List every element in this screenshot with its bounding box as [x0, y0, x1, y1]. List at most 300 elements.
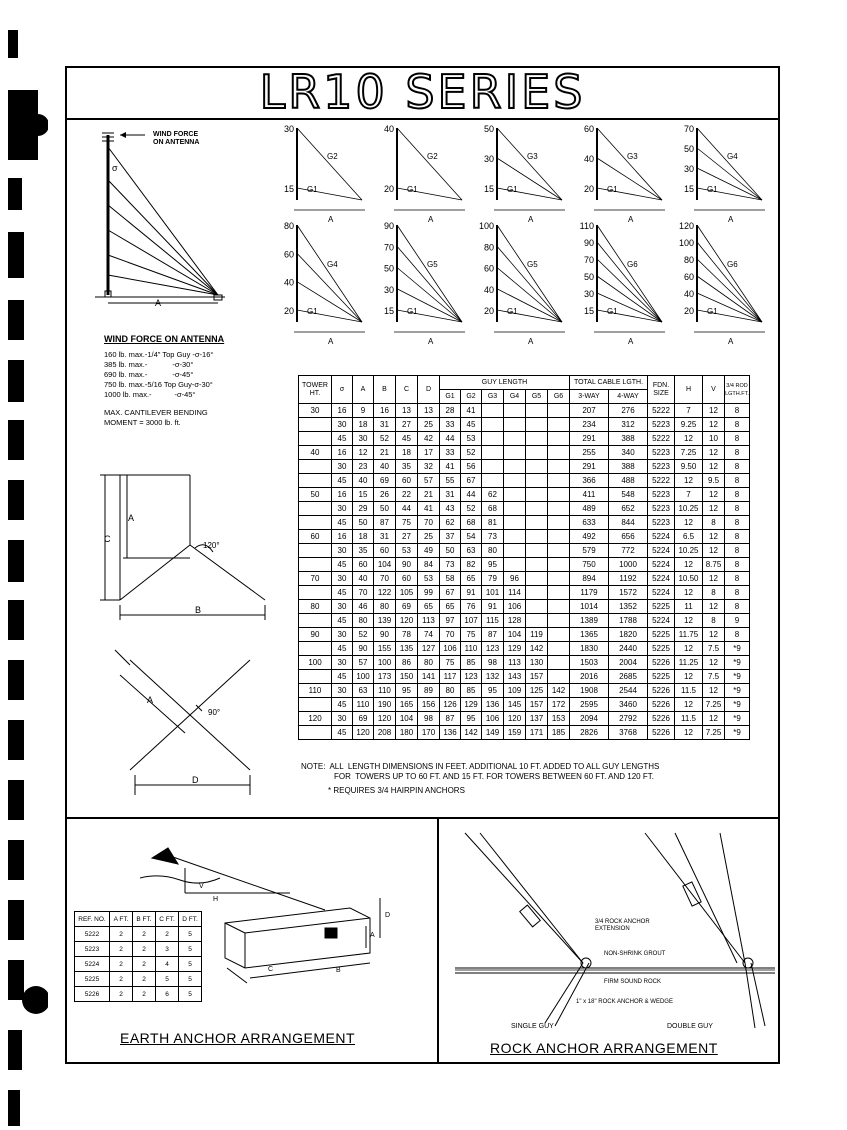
guy-mini-chart	[577, 125, 677, 225]
table-cell: 234	[570, 418, 609, 432]
table-cell: 95	[461, 712, 482, 726]
table-cell: 22	[396, 488, 418, 502]
table-cell: 42	[418, 432, 440, 446]
table-cell	[548, 614, 570, 628]
table-cell: 411	[570, 488, 609, 502]
ref-header-cell: B FT.	[133, 912, 156, 927]
table-cell	[548, 572, 570, 586]
col-g1: G1	[440, 390, 461, 404]
table-cell: 45	[332, 698, 353, 712]
table-cell: 1000	[609, 558, 648, 572]
table-cell: 8	[725, 530, 750, 544]
table-cell	[548, 432, 570, 446]
table-cell: 90	[396, 558, 418, 572]
table-cell: 1192	[609, 572, 648, 586]
table-cell: 1352	[609, 600, 648, 614]
table-cell: 45	[332, 586, 353, 600]
height-tick-label: 110	[579, 222, 594, 231]
table-cell: 18	[353, 530, 374, 544]
table-cell: 1014	[570, 600, 609, 614]
guy-mini-chart	[477, 222, 577, 347]
table-cell: 18	[396, 446, 418, 460]
table-cell: 126	[440, 698, 461, 712]
table-cell	[548, 530, 570, 544]
table-cell: 366	[570, 474, 609, 488]
table-cell: 159	[504, 726, 526, 740]
table-cell: 5223	[648, 516, 675, 530]
table-row	[299, 656, 750, 670]
plan-a-label: A	[128, 513, 135, 523]
table-cell: 37	[440, 530, 461, 544]
table-cell: 30	[332, 572, 353, 586]
table-cell	[526, 418, 548, 432]
table-cell: 119	[526, 628, 548, 642]
table-row	[299, 726, 750, 740]
table-cell	[526, 530, 548, 544]
a-label: A	[728, 337, 734, 346]
table-cell: 7	[675, 404, 703, 418]
table-cell: 143	[504, 670, 526, 684]
table-cell: 157	[526, 698, 548, 712]
ref-cell: 5	[179, 942, 202, 957]
col-g4: G4	[504, 390, 526, 404]
table-cell: 90	[353, 642, 374, 656]
rock-anchor-caption: ROCK ANCHOR ARRANGEMENT	[490, 1040, 718, 1056]
table-cell	[548, 488, 570, 502]
table-cell: 11.75	[675, 628, 703, 642]
table-cell: 844	[609, 516, 648, 530]
table-cell	[526, 432, 548, 446]
table-cell	[548, 460, 570, 474]
table-cell: 8	[725, 432, 750, 446]
table-cell: 5225	[648, 600, 675, 614]
height-tick-label: 15	[483, 184, 494, 194]
ref-row	[75, 942, 202, 957]
table-cell: 73	[440, 558, 461, 572]
table-cell: 31	[374, 418, 396, 432]
table-cell: 5226	[648, 684, 675, 698]
table-cell: 5222	[648, 404, 675, 418]
ref-cell: 2	[110, 942, 133, 957]
table-cell: 65	[440, 600, 461, 614]
table-cell: 2016	[570, 670, 609, 684]
table-cell: 8	[725, 558, 750, 572]
table-cell: 8	[725, 572, 750, 586]
table-cell: 8	[725, 460, 750, 474]
table-cell: 96	[504, 572, 526, 586]
table-cell	[482, 418, 504, 432]
height-tick-label: 80	[483, 242, 494, 253]
table-row	[299, 684, 750, 698]
table-cell: 27	[396, 418, 418, 432]
table-cell: 128	[504, 614, 526, 628]
ref-cell: 5222	[75, 927, 110, 942]
table-cell	[548, 418, 570, 432]
g1-label: G1	[407, 185, 418, 194]
table-cell: 5224	[648, 572, 675, 586]
earth-v-label: V	[199, 883, 204, 890]
table-cell	[482, 460, 504, 474]
table-cell: 136	[482, 698, 504, 712]
table-cell: 104	[374, 558, 396, 572]
table-cell: 12	[675, 642, 703, 656]
ref-header-cell: C FT.	[156, 912, 179, 927]
table-cell	[482, 446, 504, 460]
wind-force-line: 385 lb. max.- -σ-30°	[104, 360, 194, 369]
guy-mini-chart	[277, 125, 377, 225]
table-cell: 12	[675, 614, 703, 628]
table-cell: 33	[440, 418, 461, 432]
table-cell: 46	[353, 600, 374, 614]
table-cell: 11.5	[675, 684, 703, 698]
table-cell	[299, 432, 332, 446]
table-cell: 107	[461, 614, 482, 628]
table-cell: 78	[396, 628, 418, 642]
guy-label: G3	[527, 151, 538, 161]
table-cell: 30	[332, 684, 353, 698]
table-cell: 67	[440, 586, 461, 600]
table-cell: 16	[332, 404, 353, 418]
table-cell: 8	[725, 488, 750, 502]
ref-row	[75, 957, 202, 972]
table-cell: 52	[374, 432, 396, 446]
table-cell: 16	[332, 530, 353, 544]
table-cell: 45	[461, 418, 482, 432]
ref-header-cell: D FT.	[179, 912, 202, 927]
table-cell: 110	[374, 684, 396, 698]
table-cell: 1503	[570, 656, 609, 670]
table-cell	[299, 502, 332, 516]
table-cell: 26	[374, 488, 396, 502]
table-cell	[504, 460, 526, 474]
rock-wedge-label: 1" x 18" ROCK ANCHOR & WEDGE	[576, 999, 673, 1005]
table-cell	[504, 558, 526, 572]
table-row	[299, 586, 750, 600]
guy-mini-chart	[677, 125, 777, 225]
table-cell: 8	[725, 474, 750, 488]
table-row	[299, 712, 750, 726]
table-cell: 5223	[648, 460, 675, 474]
guy-line	[397, 289, 462, 322]
table-cell	[504, 446, 526, 460]
table-cell	[526, 572, 548, 586]
table-cell: *9	[725, 698, 750, 712]
table-cell	[548, 656, 570, 670]
table-cell: 106	[504, 600, 526, 614]
height-tick-label: 50	[583, 272, 594, 282]
table-cell	[482, 474, 504, 488]
height-tick-label: 40	[583, 154, 594, 164]
col-a: A	[353, 376, 374, 404]
table-cell: 8	[725, 600, 750, 614]
table-cell	[482, 432, 504, 446]
ref-cell: 2	[133, 927, 156, 942]
table-cell: 750	[570, 558, 609, 572]
a-label: A	[428, 337, 434, 346]
table-cell	[504, 530, 526, 544]
table-cell: 110	[461, 642, 482, 656]
table-cell: 50	[440, 544, 461, 558]
guy-label: G5	[427, 260, 438, 269]
table-cell: 54	[461, 530, 482, 544]
table-cell: 44	[440, 432, 461, 446]
table-cell: 9.5	[703, 474, 725, 488]
table-cell	[526, 488, 548, 502]
table-cell: 5224	[648, 558, 675, 572]
table-cell: 8	[725, 418, 750, 432]
table-cell: 101	[482, 586, 504, 600]
height-tick-label: 70	[583, 255, 594, 265]
height-tick-label: 20	[283, 306, 294, 316]
ref-cell: 2	[110, 972, 133, 987]
height-tick-label: 15	[683, 184, 694, 194]
guy-label: G4	[727, 151, 738, 161]
table-cell: 84	[418, 558, 440, 572]
table-cell: 95	[482, 684, 504, 698]
height-tick-label: 15	[283, 184, 294, 194]
wind-force-line: 690 lb. max.- -σ-45°	[104, 370, 194, 379]
table-cell	[526, 586, 548, 600]
table-cell: 44	[396, 502, 418, 516]
table-row	[299, 544, 750, 558]
table-cell: 52	[353, 628, 374, 642]
table-row	[299, 642, 750, 656]
ref-cell: 4	[156, 957, 179, 972]
table-cell: 30	[299, 404, 332, 418]
table-cell: 171	[526, 726, 548, 740]
table-cell: 50	[374, 502, 396, 516]
table-cell: 114	[504, 586, 526, 600]
table-cell	[548, 474, 570, 488]
earth-anchor-caption: EARTH ANCHOR ARRANGEMENT	[120, 1030, 355, 1046]
cross-a-label: A	[147, 695, 154, 705]
table-cell: 8	[703, 614, 725, 628]
guy-label: G3	[627, 151, 638, 161]
table-cell: 62	[482, 488, 504, 502]
guy-mini-chart	[277, 222, 377, 347]
table-cell: 73	[482, 530, 504, 544]
wind-label-2: ON ANTENNA	[153, 139, 200, 146]
table-cell: 41	[418, 502, 440, 516]
table-cell: 652	[609, 502, 648, 516]
table-cell	[526, 404, 548, 418]
table-cell: 291	[570, 460, 609, 474]
table-cell: 49	[418, 544, 440, 558]
earth-b-label: B	[336, 967, 341, 974]
table-cell: 5223	[648, 488, 675, 502]
table-cell: 80	[374, 600, 396, 614]
table-cell: 488	[609, 474, 648, 488]
table-cell: 18	[353, 418, 374, 432]
height-tick-label: 70	[383, 242, 394, 253]
table-row	[299, 530, 750, 544]
table-cell: 45	[396, 432, 418, 446]
table-cell: 12	[703, 502, 725, 516]
table-cell: 12	[703, 404, 725, 418]
table-cell: 99	[418, 586, 440, 600]
height-tick-label: 80	[683, 255, 694, 265]
table-cell: 74	[418, 628, 440, 642]
table-cell: 45	[332, 670, 353, 684]
table-cell	[299, 642, 332, 656]
table-cell: 2792	[609, 712, 648, 726]
ref-cell: 2	[133, 987, 156, 1002]
table-cell: 29	[353, 502, 374, 516]
table-cell: 2094	[570, 712, 609, 726]
height-tick-label: 20	[383, 184, 394, 194]
height-tick-label: 20	[483, 306, 494, 316]
table-cell: 86	[396, 656, 418, 670]
binder-edge	[0, 0, 48, 1130]
table-cell: 113	[504, 656, 526, 670]
table-cell: 30	[332, 544, 353, 558]
table-cell: 5226	[648, 656, 675, 670]
table-cell: 45	[332, 726, 353, 740]
a-label: A	[628, 337, 634, 346]
table-cell: 97	[440, 614, 461, 628]
table-cell: 12	[675, 558, 703, 572]
plan-c-label: C	[104, 534, 111, 544]
table-cell: 40	[374, 460, 396, 474]
ref-cell: 5	[179, 927, 202, 942]
table-cell: 149	[482, 726, 504, 740]
table-cell	[548, 516, 570, 530]
table-cell: 3460	[609, 698, 648, 712]
col-h: H	[675, 376, 703, 404]
table-cell	[526, 446, 548, 460]
table-cell: 10	[703, 432, 725, 446]
height-tick-label: 15	[383, 306, 394, 316]
wind-force-title: WIND FORCE ON ANTENNA	[104, 334, 225, 344]
a-label: A	[328, 215, 334, 224]
table-cell: 1389	[570, 614, 609, 628]
table-cell: 55	[440, 474, 461, 488]
wind-force-line: 1000 lb. max.- -σ-45°	[104, 390, 196, 399]
a-label: A	[428, 215, 434, 224]
table-cell: 65	[461, 572, 482, 586]
table-cell: 75	[440, 656, 461, 670]
table-row	[299, 698, 750, 712]
table-cell: 894	[570, 572, 609, 586]
table-cell: 41	[461, 404, 482, 418]
guy-label: G4	[327, 260, 338, 269]
table-cell	[504, 544, 526, 558]
table-cell	[299, 558, 332, 572]
height-tick-label: 60	[483, 263, 494, 274]
bottom-separator	[65, 817, 780, 819]
guy-mini-chart	[377, 125, 477, 225]
table-cell: 12	[675, 474, 703, 488]
table-cell	[526, 516, 548, 530]
table-cell: 8.75	[703, 558, 725, 572]
table-cell: 1788	[609, 614, 648, 628]
table-cell: 35	[353, 544, 374, 558]
guy-mini-chart	[477, 125, 577, 225]
table-cell: 87	[374, 516, 396, 530]
table-cell	[299, 586, 332, 600]
ref-cell: 5224	[75, 957, 110, 972]
table-cell: 122	[374, 586, 396, 600]
guy-length-table	[298, 375, 750, 740]
ref-cell: 5225	[75, 972, 110, 987]
table-cell: 106	[440, 642, 461, 656]
table-cell: 172	[548, 698, 570, 712]
table-cell: 53	[396, 544, 418, 558]
table-cell: 13	[418, 404, 440, 418]
three-way-plan-diagram	[95, 470, 275, 630]
table-cell: 12	[353, 446, 374, 460]
height-tick-label: 90	[383, 222, 394, 231]
guy-mini-chart	[677, 222, 777, 347]
table-cell	[504, 502, 526, 516]
table-cell: 1572	[609, 586, 648, 600]
ref-cell: 2	[133, 957, 156, 972]
table-cell: 30	[332, 712, 353, 726]
table-cell	[548, 642, 570, 656]
wind-force-line: 750 lb. max.-5/16 Top Guy-σ-30°	[104, 380, 213, 389]
tower-a-label: A	[155, 298, 162, 308]
table-cell: 79	[482, 572, 504, 586]
table-cell: 70	[440, 628, 461, 642]
table-cell: 156	[418, 698, 440, 712]
table-cell: 52	[461, 502, 482, 516]
table-cell	[504, 432, 526, 446]
table-cell: 50	[299, 488, 332, 502]
table-cell	[548, 446, 570, 460]
height-tick-label: 70	[683, 125, 694, 134]
table-cell: 157	[526, 670, 548, 684]
table-cell: 53	[461, 432, 482, 446]
table-cell: 11.25	[675, 656, 703, 670]
table-row	[299, 628, 750, 642]
table-cell: 106	[482, 712, 504, 726]
earth-anchor-ref-table	[74, 911, 202, 1002]
moment-line-1: MAX. CANTILEVER BENDING	[104, 408, 208, 417]
ref-cell: 5	[179, 987, 202, 1002]
ref-cell: 2	[110, 987, 133, 1002]
table-cell: 13	[396, 404, 418, 418]
table-cell: 16	[374, 404, 396, 418]
table-cell	[482, 404, 504, 418]
moment-line-2: MOMENT = 3000 lb. ft.	[104, 418, 181, 427]
table-row	[299, 558, 750, 572]
table-cell: 155	[374, 642, 396, 656]
col-d: D	[418, 376, 440, 404]
guy-label: G5	[527, 260, 538, 269]
table-cell: 8	[725, 502, 750, 516]
table-cell: 67	[461, 474, 482, 488]
table-cell: 85	[461, 656, 482, 670]
height-tick-label: 30	[283, 125, 294, 134]
table-cell: 7.25	[703, 698, 725, 712]
table-cell: 123	[482, 642, 504, 656]
table-cell: 91	[482, 600, 504, 614]
table-cell: 70	[353, 586, 374, 600]
a-label: A	[528, 215, 534, 224]
guy-line	[697, 168, 762, 200]
table-cell: 80	[353, 614, 374, 628]
col-g2: G2	[461, 390, 482, 404]
table-cell: 105	[396, 586, 418, 600]
table-cell: 137	[526, 712, 548, 726]
a-label: A	[728, 215, 734, 224]
col-4-way: 4-WAY	[609, 390, 648, 404]
table-cell: 109	[504, 684, 526, 698]
table-cell: 70	[299, 572, 332, 586]
table-row	[299, 600, 750, 614]
rock-extension-label: 3/4 ROCK ANCHOR EXTENSION	[595, 919, 650, 932]
table-cell: 21	[374, 446, 396, 460]
